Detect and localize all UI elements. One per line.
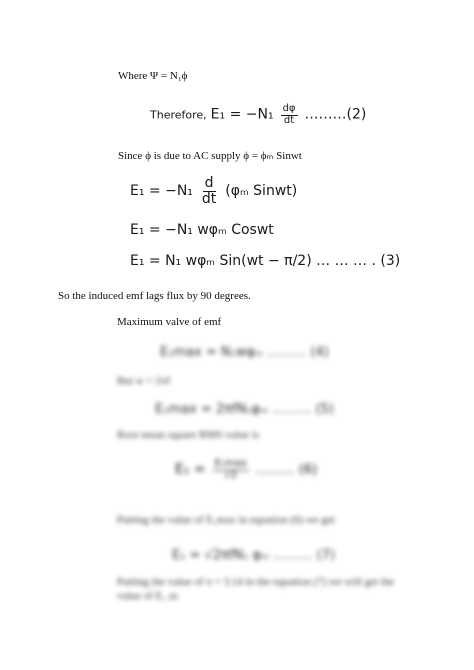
equation-6-lhs: E₁ = — [175, 461, 206, 478]
equation-2-lhs: E₁ = −N₁ — [210, 106, 274, 123]
fraction-denominator: dt — [283, 114, 295, 126]
since-ac-text: Since ϕ is due to AC supply ϕ = ϕₘ Sinwt — [118, 150, 302, 162]
equation-6-tail: ……… (6) — [255, 462, 318, 478]
equation-b: E₁ = −N₁ wφₘ Coswt — [130, 222, 274, 238]
equation-a-lhs: E₁ = −N₁ — [130, 182, 193, 199]
equation-4: E₁max = N₁wφₘ ……… (4) — [160, 345, 329, 360]
where-psi-text: Where Ψ = N₁ϕ — [118, 70, 188, 82]
equation-2-fraction — [281, 104, 298, 126]
max-value-label: Maximum valve of emf — [117, 316, 222, 328]
equation-2 — [150, 104, 366, 126]
fraction-denominator: dt — [201, 190, 217, 207]
equation-6-fraction — [213, 459, 249, 481]
therefore-label: Therefore, — [150, 108, 207, 122]
equation-6 — [175, 459, 317, 481]
equation-7: E₁ = √2πfN₁ φₘ ……… (7) — [172, 548, 335, 563]
equation-5: E₁max = 2πfN₁φₘ ……… (5) — [155, 402, 334, 417]
fraction-denominator: √2 — [224, 469, 238, 481]
rms-label: Root mean square RMS value is — [117, 429, 260, 441]
lags-text: So the induced emf lags flux by 90 degrees. — [58, 290, 251, 302]
fraction-numerator: d — [204, 175, 214, 191]
but-w-text: But w = 2πf — [117, 375, 171, 387]
putting-pi-line-2: value of E₁ as — [117, 590, 178, 602]
equation-number: ………(2) — [304, 106, 367, 123]
equation-a-fraction — [200, 176, 218, 206]
equation-3: E₁ = N₁ wφₘ Sin(wt − π/2) … … … . (3) — [130, 253, 401, 269]
equation-a-tail: (φₘ Sinwt) — [225, 182, 298, 199]
putting-value-text: Putting the value of E₁max in equation (6) we get — [117, 514, 335, 526]
fraction-numerator: dφ — [282, 103, 296, 114]
equation-a — [130, 176, 297, 206]
putting-pi-line-1: Putting the value of π = 3.14 in the equation (7) we will get the — [117, 576, 395, 588]
fraction-numerator: E₁max — [214, 458, 247, 469]
